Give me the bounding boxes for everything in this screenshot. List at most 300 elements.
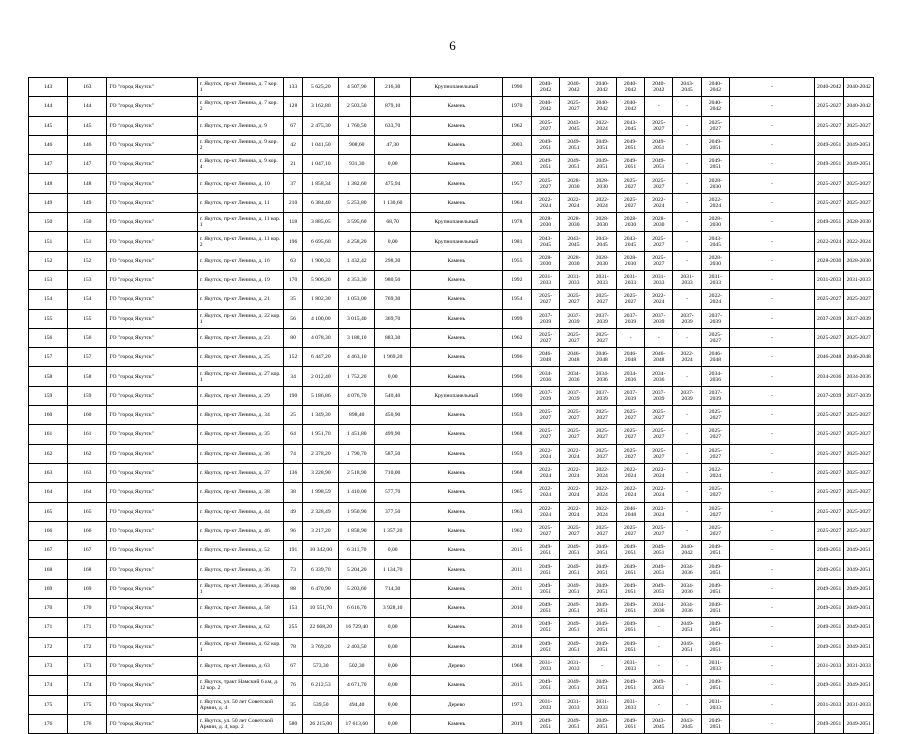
cell-term-10: 2049-2051 <box>844 637 874 656</box>
cell-term-8: - <box>730 463 815 482</box>
cell-living-area: 908,60 <box>339 135 375 154</box>
housing-register-table <box>28 77 874 734</box>
cell-nonliving-area: 499,90 <box>375 425 411 444</box>
cell-municipal-number: 163 <box>68 463 107 482</box>
cell-term-9: 2028-2030 <box>814 251 843 270</box>
cell-municipality: ГО "город Якутск" <box>107 714 197 733</box>
cell-term-9: 2025-2027 <box>814 406 843 425</box>
cell-living-area: 4 353,30 <box>339 270 375 289</box>
cell-municipality: ГО "город Якутск" <box>107 309 197 328</box>
cell-term-10: 2025-2027 <box>844 502 874 521</box>
cell-wall-material: Камень <box>411 579 502 598</box>
cell-term-2: 2037-2039 <box>560 386 588 405</box>
cell-term-9: 2025-2027 <box>814 521 843 540</box>
cell-total-area: 22 668,20 <box>303 618 339 637</box>
cell-build-year: 2015 <box>502 676 531 695</box>
cell-flats-count: 191 <box>283 541 303 560</box>
cell-term-9: 2025-2027 <box>814 463 843 482</box>
cell-municipal-number: 157 <box>68 348 107 367</box>
cell-term-1: 2031-2033 <box>531 270 559 289</box>
cell-term-10: 2049-2051 <box>844 155 874 174</box>
table-row <box>29 290 874 309</box>
cell-nonliving-area: 714,30 <box>375 579 411 598</box>
cell-term-6: 2037-2039 <box>673 386 701 405</box>
cell-term-2: 2025-2027 <box>560 425 588 444</box>
cell-term-1: 2034-2036 <box>531 367 559 386</box>
cell-wall-material: Крупнопанельный <box>411 386 502 405</box>
cell-municipal-number: 154 <box>68 290 107 309</box>
cell-build-year: 1990 <box>502 386 531 405</box>
cell-address: г. Якутск, пр-кт Ленина, д. 7 кор. 1 <box>197 78 283 97</box>
cell-municipality: ГО "город Якутск" <box>107 155 197 174</box>
cell-term-1: 2028-2030 <box>531 251 559 270</box>
cell-nonliving-area: 0,00 <box>375 541 411 560</box>
cell-term-2: 2034-2036 <box>560 367 588 386</box>
cell-term-4: 2043-2045 <box>616 232 644 251</box>
cell-term-1: 2025-2027 <box>531 290 559 309</box>
cell-row-number: 151 <box>29 232 68 251</box>
cell-build-year: 1970 <box>502 97 531 116</box>
cell-living-area: 3 188,10 <box>339 328 375 347</box>
table-row <box>29 367 874 386</box>
cell-term-10: 2049-2051 <box>844 560 874 579</box>
cell-total-area: 6 212,53 <box>303 676 339 695</box>
cell-nonliving-area: 0,00 <box>375 155 411 174</box>
table-row <box>29 541 874 560</box>
cell-term-3: 2022-2024 <box>588 463 616 482</box>
table-row <box>29 521 874 540</box>
table-row <box>29 579 874 598</box>
cell-total-area: 1 041,50 <box>303 135 339 154</box>
cell-term-8: - <box>730 386 815 405</box>
cell-term-6: 2043-2045 <box>673 714 701 733</box>
cell-term-1: 2037-2039 <box>531 386 559 405</box>
cell-term-2: 2028-2030 <box>560 174 588 193</box>
cell-term-9: 2049-2051 <box>814 579 843 598</box>
cell-term-3: 2037-2039 <box>588 309 616 328</box>
cell-flats-count: 73 <box>283 560 303 579</box>
cell-term-9: 2049-2051 <box>814 560 843 579</box>
cell-municipality: ГО "город Якутск" <box>107 560 197 579</box>
cell-municipality: ГО "город Якутск" <box>107 406 197 425</box>
cell-term-9: 2049-2051 <box>814 618 843 637</box>
cell-term-8: - <box>730 425 815 444</box>
cell-living-area: 1 950,90 <box>339 502 375 521</box>
cell-term-5: - <box>645 656 673 675</box>
cell-flats-count: 80 <box>283 328 303 347</box>
cell-living-area: 1 410,00 <box>339 483 375 502</box>
cell-term-4: 2028-2030 <box>616 213 644 232</box>
cell-nonliving-area: 540,40 <box>375 386 411 405</box>
cell-term-10: 2025-2027 <box>844 328 874 347</box>
cell-term-7: 2028-2030 <box>701 174 729 193</box>
cell-address: г. Якутск, пр-кт Ленина, д. 11 кор. 1 <box>197 213 283 232</box>
cell-term-3: 2049-2051 <box>588 599 616 618</box>
cell-address: г. Якутск, пр-кт Ленина, д. 63 <box>197 656 283 675</box>
cell-term-7: 2022-2024 <box>701 463 729 482</box>
cell-total-area: 1 349,30 <box>303 406 339 425</box>
cell-municipal-number: 168 <box>68 560 107 579</box>
cell-term-10: 2025-2027 <box>844 483 874 502</box>
cell-municipality: ГО "город Якутск" <box>107 521 197 540</box>
cell-municipality: ГО "город Якутск" <box>107 328 197 347</box>
cell-term-1: 2031-2033 <box>531 695 559 714</box>
cell-term-3: 2031-2033 <box>588 270 616 289</box>
cell-nonliving-area: 216,30 <box>375 78 411 97</box>
cell-term-4: 2049-2051 <box>616 579 644 598</box>
cell-term-2: 2043-2045 <box>560 232 588 251</box>
cell-flats-count: 34 <box>283 367 303 386</box>
cell-term-3: 2031-2033 <box>588 695 616 714</box>
cell-flats-count: 64 <box>283 425 303 444</box>
cell-term-4: 2043-2045 <box>616 116 644 135</box>
cell-term-3: 2049-2051 <box>588 155 616 174</box>
cell-term-10: 2040-2042 <box>844 78 874 97</box>
cell-municipal-number: 169 <box>68 579 107 598</box>
cell-term-7: 2025-2027 <box>701 502 729 521</box>
cell-nonliving-area: 577,70 <box>375 483 411 502</box>
cell-term-7: 2034-2036 <box>701 367 729 386</box>
cell-municipal-number: 153 <box>68 270 107 289</box>
cell-term-7: 2025-2027 <box>701 444 729 463</box>
cell-address: г. Якутск, тракт Намский 6 км, д. 12 кор. 2 <box>197 676 283 695</box>
cell-wall-material: Камень <box>411 367 502 386</box>
cell-term-7: 2025-2027 <box>701 406 729 425</box>
cell-living-area: 502,30 <box>339 656 375 675</box>
cell-term-8: - <box>730 406 815 425</box>
cell-term-3: 2049-2051 <box>588 541 616 560</box>
cell-address: г. Якутск, пр-кт Ленина, д. 21 <box>197 290 283 309</box>
cell-term-10: 2040-2042 <box>844 97 874 116</box>
cell-living-area: 1 790,70 <box>339 444 375 463</box>
cell-row-number: 145 <box>29 116 68 135</box>
cell-wall-material: Камень <box>411 328 502 347</box>
cell-term-2: 2022-2024 <box>560 444 588 463</box>
cell-term-5: 2025-2027 <box>645 174 673 193</box>
cell-row-number: 160 <box>29 406 68 425</box>
cell-living-area: 17 613,60 <box>339 714 375 733</box>
cell-municipal-number: 151 <box>68 232 107 251</box>
cell-nonliving-area: 769,30 <box>375 290 411 309</box>
table-row <box>29 348 874 367</box>
table-row <box>29 116 874 135</box>
cell-term-3: 2049-2051 <box>588 637 616 656</box>
cell-municipality: ГО "город Якутск" <box>107 618 197 637</box>
cell-municipal-number: 161 <box>68 425 107 444</box>
cell-term-7: 2040-2042 <box>701 97 729 116</box>
cell-row-number: 155 <box>29 309 68 328</box>
cell-nonliving-area: 3 928,10 <box>375 599 411 618</box>
cell-term-4: 2049-2051 <box>616 541 644 560</box>
cell-term-5: 2028-2030 <box>645 213 673 232</box>
cell-term-4: 2046-2048 <box>616 348 644 367</box>
cell-row-number: 170 <box>29 599 68 618</box>
cell-term-3: 2025-2027 <box>588 521 616 540</box>
cell-municipal-number: 155 <box>68 309 107 328</box>
cell-living-area: 4 671,70 <box>339 676 375 695</box>
cell-term-9: 2049-2051 <box>814 599 843 618</box>
cell-term-10: 2025-2027 <box>844 444 874 463</box>
cell-row-number: 153 <box>29 270 68 289</box>
cell-term-7: 2025-2027 <box>701 116 729 135</box>
cell-living-area: 4 258,20 <box>339 232 375 251</box>
cell-municipality: ГО "город Якутск" <box>107 348 197 367</box>
cell-municipality: ГО "город Якутск" <box>107 290 197 309</box>
cell-flats-count: 210 <box>283 193 303 212</box>
cell-nonliving-area: 0,00 <box>375 676 411 695</box>
cell-term-10: 2049-2051 <box>844 599 874 618</box>
cell-build-year: 1962 <box>502 116 531 135</box>
cell-term-2: 2022-2024 <box>560 193 588 212</box>
cell-row-number: 152 <box>29 251 68 270</box>
cell-wall-material: Камень <box>411 483 502 502</box>
cell-term-8: - <box>730 135 815 154</box>
cell-term-2: 2049-2051 <box>560 637 588 656</box>
cell-address: г. Якутск, пр-кт Ленина, д. 27 кор. 1 <box>197 367 283 386</box>
cell-term-10: 2037-2039 <box>844 386 874 405</box>
cell-municipality: ГО "город Якутск" <box>107 270 197 289</box>
cell-term-2: 2049-2051 <box>560 541 588 560</box>
cell-nonliving-area: 879,10 <box>375 97 411 116</box>
cell-nonliving-area: 633,70 <box>375 116 411 135</box>
cell-term-3: 2028-2030 <box>588 251 616 270</box>
cell-address: г. Якутск, пр-кт Ленина, д. 37 <box>197 463 283 482</box>
cell-living-area: 2 403,50 <box>339 637 375 656</box>
cell-term-1: 2022-2024 <box>531 502 559 521</box>
cell-term-3: 2049-2051 <box>588 714 616 733</box>
cell-term-6: 2022-2024 <box>673 348 701 367</box>
cell-term-2: 2025-2027 <box>560 97 588 116</box>
cell-nonliving-area: 0,00 <box>375 367 411 386</box>
cell-row-number: 176 <box>29 714 68 733</box>
cell-term-9: 2037-2039 <box>814 309 843 328</box>
cell-flats-count: 255 <box>283 618 303 637</box>
cell-term-8: - <box>730 367 815 386</box>
cell-term-3: 2049-2051 <box>588 579 616 598</box>
cell-term-5: 2022-2024 <box>645 463 673 482</box>
cell-wall-material: Камень <box>411 444 502 463</box>
cell-build-year: 1968 <box>502 656 531 675</box>
cell-municipality: ГО "город Якутск" <box>107 232 197 251</box>
cell-term-8: - <box>730 502 815 521</box>
cell-wall-material: Камень <box>411 676 502 695</box>
cell-address: г. Якутск, пр-кт Ленина, д. 16 <box>197 251 283 270</box>
cell-term-8: - <box>730 714 815 733</box>
cell-term-5: 2025-2027 <box>645 232 673 251</box>
cell-term-5: 2034-2036 <box>645 599 673 618</box>
cell-nonliving-area: 1 969,20 <box>375 348 411 367</box>
cell-term-8: - <box>730 116 815 135</box>
cell-address: г. Якутск, пр-кт Ленина, д. 38 <box>197 483 283 502</box>
cell-term-6: 2034-2036 <box>673 560 701 579</box>
cell-term-6: 2040-2042 <box>673 541 701 560</box>
cell-term-4: 2025-2027 <box>616 174 644 193</box>
cell-municipality: ГО "город Якутск" <box>107 193 197 212</box>
cell-build-year: 1962 <box>502 521 531 540</box>
cell-term-3: 2022-2024 <box>588 116 616 135</box>
cell-term-10: 2025-2027 <box>844 521 874 540</box>
cell-term-9: 2025-2027 <box>814 290 843 309</box>
cell-build-year: 1996 <box>502 348 531 367</box>
cell-term-4: 2025-2027 <box>616 444 644 463</box>
cell-term-1: 2022-2024 <box>531 193 559 212</box>
cell-build-year: 1990 <box>502 78 531 97</box>
cell-term-2: 2025-2027 <box>560 290 588 309</box>
cell-term-3: 2025-2027 <box>588 406 616 425</box>
cell-term-8: - <box>730 599 815 618</box>
table-row <box>29 695 874 714</box>
cell-build-year: 1999 <box>502 309 531 328</box>
cell-term-5: 2037-2039 <box>645 386 673 405</box>
cell-flats-count: 76 <box>283 676 303 695</box>
cell-living-area: 16 729,40 <box>339 618 375 637</box>
cell-wall-material: Камень <box>411 116 502 135</box>
cell-row-number: 169 <box>29 579 68 598</box>
cell-term-4: 2037-2039 <box>616 386 644 405</box>
cell-term-5: 2049-2051 <box>645 676 673 695</box>
cell-term-6: 2034-2036 <box>673 579 701 598</box>
cell-address: г. Якутск, пр-кт Ленина, д. 9 кор. 4 <box>197 155 283 174</box>
cell-municipal-number: 152 <box>68 251 107 270</box>
cell-term-5: 2046-2048 <box>645 348 673 367</box>
cell-flats-count: 63 <box>283 251 303 270</box>
cell-build-year: 1978 <box>502 213 531 232</box>
cell-term-10: 2049-2051 <box>844 714 874 733</box>
cell-total-area: 3 162,80 <box>303 97 339 116</box>
cell-build-year: 2003 <box>502 135 531 154</box>
cell-term-9: 2025-2027 <box>814 116 843 135</box>
cell-municipal-number: 166 <box>68 521 107 540</box>
cell-total-area: 3 885,05 <box>303 213 339 232</box>
cell-term-8: - <box>730 78 815 97</box>
cell-term-4: 2046-2048 <box>616 502 644 521</box>
cell-term-5: - <box>645 618 673 637</box>
cell-term-9: 2031-2033 <box>814 695 843 714</box>
cell-term-2: 2025-2027 <box>560 328 588 347</box>
cell-wall-material: Камень <box>411 309 502 328</box>
cell-term-1: 2049-2051 <box>531 637 559 656</box>
cell-living-area: 4 463,10 <box>339 348 375 367</box>
cell-term-5: 2025-2027 <box>645 444 673 463</box>
cell-term-7: 2031-2033 <box>701 270 729 289</box>
cell-total-area: 1 951,70 <box>303 425 339 444</box>
cell-flats-count: 67 <box>283 656 303 675</box>
cell-term-5: 2034-2036 <box>645 367 673 386</box>
table-row <box>29 637 874 656</box>
cell-address: г. Якутск, пр-кт Ленина, д. 10 <box>197 174 283 193</box>
cell-build-year: 2011 <box>502 579 531 598</box>
cell-term-8: - <box>730 483 815 502</box>
cell-term-8: - <box>730 174 815 193</box>
cell-row-number: 161 <box>29 425 68 444</box>
cell-term-10: 2049-2051 <box>844 618 874 637</box>
cell-term-1: 2049-2051 <box>531 155 559 174</box>
cell-municipality: ГО "город Якутск" <box>107 135 197 154</box>
cell-living-area: 6 311,70 <box>339 541 375 560</box>
cell-term-1: 2022-2024 <box>531 483 559 502</box>
cell-term-2: 2031-2033 <box>560 270 588 289</box>
cell-address: г. Якутск, пр-кт Ленина, д. 35 <box>197 425 283 444</box>
cell-municipality: ГО "город Якутск" <box>107 251 197 270</box>
cell-term-6: - <box>673 463 701 482</box>
cell-term-2: 2049-2051 <box>560 155 588 174</box>
cell-term-8: - <box>730 521 815 540</box>
cell-row-number: 147 <box>29 155 68 174</box>
table-row <box>29 213 874 232</box>
cell-term-6: - <box>673 483 701 502</box>
cell-wall-material: Камень <box>411 251 502 270</box>
cell-total-area: 573,30 <box>303 656 339 675</box>
cell-term-2: 2028-2030 <box>560 251 588 270</box>
cell-term-9: 2049-2051 <box>814 676 843 695</box>
cell-term-8: - <box>730 290 815 309</box>
cell-term-1: 2025-2027 <box>531 174 559 193</box>
cell-wall-material: Камень <box>411 637 502 656</box>
cell-address: г. Якутск, пр-кт Ленина, д. 11 <box>197 193 283 212</box>
cell-wall-material: Камень <box>411 193 502 212</box>
cell-nonliving-area: 0,00 <box>375 637 411 656</box>
cell-total-area: 1 998,59 <box>303 483 339 502</box>
cell-municipal-number: 148 <box>68 174 107 193</box>
cell-flats-count: 67 <box>283 116 303 135</box>
cell-total-area: 10 551,70 <box>303 599 339 618</box>
cell-total-area: 2 475,30 <box>303 116 339 135</box>
cell-term-6: - <box>673 97 701 116</box>
cell-term-2: 2049-2051 <box>560 135 588 154</box>
cell-nonliving-area: 369,70 <box>375 309 411 328</box>
cell-municipal-number: 146 <box>68 135 107 154</box>
cell-living-area: 494,40 <box>339 695 375 714</box>
cell-term-1: 2037-2039 <box>531 309 559 328</box>
cell-wall-material: Камень <box>411 135 502 154</box>
table-row <box>29 560 874 579</box>
cell-build-year: 1957 <box>502 174 531 193</box>
cell-term-1: 2049-2051 <box>531 618 559 637</box>
cell-row-number: 156 <box>29 328 68 347</box>
cell-term-1: 2040-2042 <box>531 78 559 97</box>
cell-total-area: 6 384,40 <box>303 193 339 212</box>
table-row <box>29 483 874 502</box>
cell-term-6: 2037-2039 <box>673 309 701 328</box>
cell-row-number: 171 <box>29 618 68 637</box>
cell-term-8: - <box>730 193 815 212</box>
cell-wall-material: Крупнопанельный <box>411 78 502 97</box>
cell-term-8: - <box>730 348 815 367</box>
cell-row-number: 165 <box>29 502 68 521</box>
cell-term-1: 2025-2027 <box>531 521 559 540</box>
cell-term-8: - <box>730 155 815 174</box>
cell-municipal-number: 150 <box>68 213 107 232</box>
cell-nonliving-area: 710,00 <box>375 463 411 482</box>
cell-living-area: 2 518,90 <box>339 463 375 482</box>
cell-term-5: 2049-2051 <box>645 560 673 579</box>
cell-term-7: 2028-2030 <box>701 213 729 232</box>
cell-nonliving-area: 1 357,20 <box>375 521 411 540</box>
table-row <box>29 78 874 97</box>
cell-address: г. Якутск, пр-кт Ленина, д. 36 <box>197 444 283 463</box>
cell-term-2: 2022-2024 <box>560 502 588 521</box>
cell-address: г. Якутск, пр-кт Ленина, д. 11 кор. 2 <box>197 232 283 251</box>
cell-wall-material: Камень <box>411 155 502 174</box>
cell-flats-count: 88 <box>283 579 303 598</box>
cell-term-2: 2028-2030 <box>560 213 588 232</box>
cell-wall-material: Камень <box>411 618 502 637</box>
cell-term-2: 2040-2042 <box>560 78 588 97</box>
cell-row-number: 174 <box>29 676 68 695</box>
cell-term-4: 2025-2027 <box>616 406 644 425</box>
cell-nonliving-area: 0,00 <box>375 714 411 733</box>
cell-living-area: 6 616,70 <box>339 599 375 618</box>
